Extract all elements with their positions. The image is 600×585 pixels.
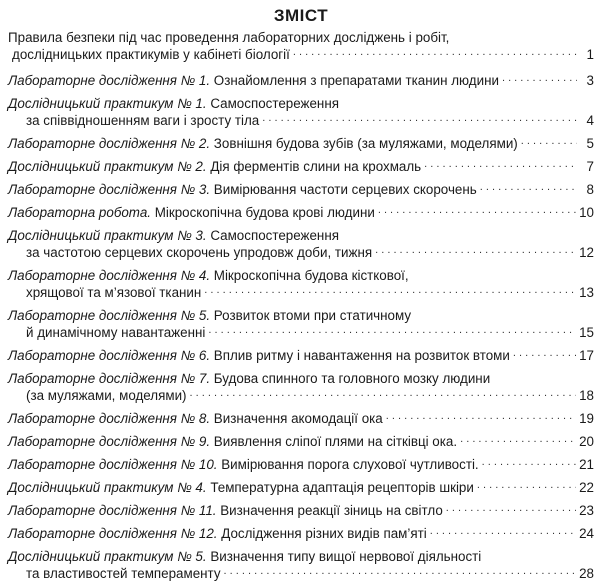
toc-entry-line (8, 502, 594, 519)
toc-entry-title: Правила безпеки під час проведення лабораторних досліджень і робіт, (8, 30, 450, 45)
dot-leader (204, 284, 576, 297)
toc-entry-kind: Лабораторне дослідження № 5. (8, 308, 211, 323)
toc-entry-second-line (8, 46, 594, 63)
toc-entry-kind: Лабораторне дослідження № 3. (8, 182, 211, 198)
toc-entry-page-number: 23 (579, 503, 594, 519)
dot-leader (262, 112, 577, 125)
toc-entry[interactable] (8, 453, 594, 476)
toc-entry-kind: Лабораторне дослідження № 10. (8, 457, 218, 473)
dot-leader (224, 565, 577, 578)
toc-entry-second-line (8, 324, 594, 341)
toc-entry[interactable] (8, 264, 594, 304)
toc-entry[interactable] (8, 69, 594, 92)
toc-entry-kind: Дослідницький практикум № 4. (8, 480, 207, 496)
toc-entry-first-line (8, 548, 594, 565)
dot-leader (513, 347, 576, 360)
toc-entry[interactable] (8, 344, 594, 367)
toc-entry[interactable] (8, 304, 594, 344)
toc-entry-title: Зовнішня будова зубів (за муляжами, моделями) (210, 136, 518, 152)
toc-entry-title: Дослідження різних видів пам’яті (217, 526, 427, 542)
toc-entry-title-continued: (за муляжами, моделями) (26, 388, 187, 404)
toc-entry-page-number: 8 (586, 182, 594, 198)
toc-entry-line (8, 525, 594, 542)
toc-entry-first-line (8, 370, 594, 387)
toc-entry-line (8, 410, 594, 427)
toc-entry-page-number: 3 (586, 73, 594, 89)
toc-entry-title: Будова спинного та головного мозку людини (210, 371, 491, 386)
toc-entry-page-number: 28 (579, 566, 594, 582)
toc-entry-title: Виявлення сліпої плями на сітківці ока. (210, 434, 458, 450)
toc-entry-page-number: 10 (579, 205, 594, 221)
dot-leader (190, 387, 577, 400)
toc-entry[interactable] (8, 407, 594, 430)
toc-entry-first-line (8, 227, 594, 244)
toc-entry-page-number: 22 (579, 480, 594, 496)
toc-entry-title-continued: дослідницьких практикумів у кабінеті біології (12, 47, 290, 63)
toc-entry-title-continued: хрящової та м’язової тканин (26, 285, 202, 301)
toc-entry-line (8, 72, 594, 89)
dot-leader (386, 410, 576, 423)
toc-entry-title-continued: за співвідношенням ваги і зросту тіла (26, 113, 260, 129)
toc-entry-page-number: 7 (586, 159, 594, 175)
dot-leader (424, 158, 577, 171)
dot-leader (375, 244, 576, 257)
dot-leader (477, 479, 576, 492)
toc-entry[interactable] (8, 499, 594, 522)
toc-entry-line (8, 479, 594, 496)
dot-leader (460, 433, 576, 446)
toc-entry-kind: Дослідницький практикум № 1. (8, 96, 207, 111)
dot-leader (208, 324, 576, 337)
toc-entry-second-line (8, 387, 594, 404)
dot-leader (378, 204, 576, 217)
toc-entry-second-line (8, 565, 594, 582)
dot-leader (430, 525, 576, 538)
toc-entry[interactable] (8, 155, 594, 178)
toc-entry-title: Визначення реакції зіниць на світло (216, 503, 443, 519)
toc-entry[interactable] (8, 28, 594, 69)
toc-entry-first-line (8, 307, 594, 324)
toc-entry-title: Мікроскопічна будова крові людини (150, 205, 375, 221)
toc-entry-first-line (8, 29, 594, 46)
toc-entry-kind: Дослідницький практикум № 2. (8, 159, 207, 175)
toc-entry-title: Визначення акомодації ока (210, 411, 383, 427)
toc-entry-line (8, 347, 594, 364)
toc-entry-kind: Лабораторне дослідження № 7. (8, 371, 211, 386)
toc-entry-page-number: 19 (579, 411, 594, 427)
toc-title: ЗМІСТ (273, 6, 329, 25)
toc-entry-kind: Лабораторне дослідження № 11. (8, 503, 217, 519)
toc-entry-kind: Лабораторне дослідження № 4. (8, 268, 211, 283)
toc-entry-line (8, 135, 594, 152)
toc-entry[interactable] (8, 92, 594, 132)
toc-entry[interactable] (8, 522, 594, 545)
toc-entry[interactable] (8, 476, 594, 499)
toc-entry-kind: Лабораторне дослідження № 6. (8, 348, 211, 364)
toc-entry-kind: Лабораторне дослідження № 12. (8, 526, 218, 542)
toc-entry[interactable] (8, 132, 594, 155)
toc-entry-page-number: 15 (579, 325, 594, 341)
toc-entry-second-line (8, 244, 594, 261)
dot-leader (502, 72, 577, 85)
toc-entry-kind: Дослідницький практикум № 3. (8, 228, 207, 243)
toc-entry-first-line (8, 267, 594, 284)
toc-entry-title: Вимірювання порога слухової чутливості. (217, 457, 479, 473)
toc-entry-title-continued: за частотою серцевих скорочень упродовж доби, тижня (26, 245, 373, 261)
toc-entry-page-number: 17 (579, 348, 594, 364)
dot-leader (480, 181, 577, 194)
toc-entry-title: Дія ферментів слини на крохмаль (206, 159, 422, 175)
toc-entry-page-number: 20 (579, 434, 594, 450)
toc-entry-first-line (8, 95, 594, 112)
toc-entry-page-number: 24 (579, 526, 594, 542)
dot-leader (446, 502, 576, 515)
toc-entry-page-number: 13 (579, 285, 594, 301)
toc-entry-line (8, 158, 594, 175)
toc-entry-title-continued: та властивостей темпераменту (26, 566, 221, 582)
toc-entry-page-number: 1 (586, 47, 594, 63)
dot-leader (521, 135, 577, 148)
toc-entry-kind: Лабораторне дослідження № 2. (8, 136, 211, 152)
toc-entry-title: Температурна адаптація рецепторів шкіри (206, 480, 474, 496)
toc-entry-page-number: 12 (579, 245, 594, 261)
dot-leader (482, 456, 576, 469)
toc-entry-line (8, 181, 594, 198)
toc-entry-page-number: 21 (579, 457, 594, 473)
toc-entry-second-line (8, 112, 594, 129)
dot-leader (293, 46, 577, 59)
toc-entry-page-number: 4 (586, 113, 594, 129)
toc-entry-page-number: 5 (586, 136, 594, 152)
toc-entry[interactable] (8, 367, 594, 407)
toc-entry[interactable] (8, 224, 594, 264)
toc-entry-kind: Лабораторне дослідження № 9. (8, 434, 211, 450)
toc-entry-title: Ознайомлення з препаратами тканин людини (210, 73, 499, 89)
toc-entry-title: Самоспостереження (206, 96, 339, 111)
toc-entry-title: Мікроскопічна будова кісткової, (210, 268, 409, 283)
toc-entry-title: Розвиток втоми при статичному (210, 308, 412, 323)
toc-entry-title-continued: й динамічному навантаженні (26, 325, 206, 341)
toc-entry-title: Вимірювання частоти серцевих скорочень (210, 182, 477, 198)
toc-entry-title: Вплив ритму і навантаження на розвиток втоми (210, 348, 510, 364)
toc-entry-line (8, 456, 594, 473)
toc-entry-title: Визначення типу вищої нервової діяльності (206, 549, 482, 564)
toc-entry[interactable] (8, 430, 594, 453)
toc-entry-kind: Лабораторне дослідження № 8. (8, 411, 211, 427)
toc-entry-kind: Дослідницький практикум № 5. (8, 549, 207, 564)
toc-entry-title: Самоспостереження (206, 228, 339, 243)
toc-entry-kind: Лабораторне дослідження № 1. (8, 73, 211, 89)
toc-entry-line (8, 433, 594, 450)
toc-entry-kind: Лабораторна робота. (8, 205, 151, 221)
toc-entry[interactable] (8, 545, 594, 585)
toc-entry-second-line (8, 284, 594, 301)
toc-entry[interactable] (8, 201, 594, 224)
toc-entry[interactable] (8, 178, 594, 201)
toc-entry-line (8, 204, 594, 221)
toc-list (8, 28, 594, 585)
toc-entry-page-number: 18 (579, 388, 594, 404)
